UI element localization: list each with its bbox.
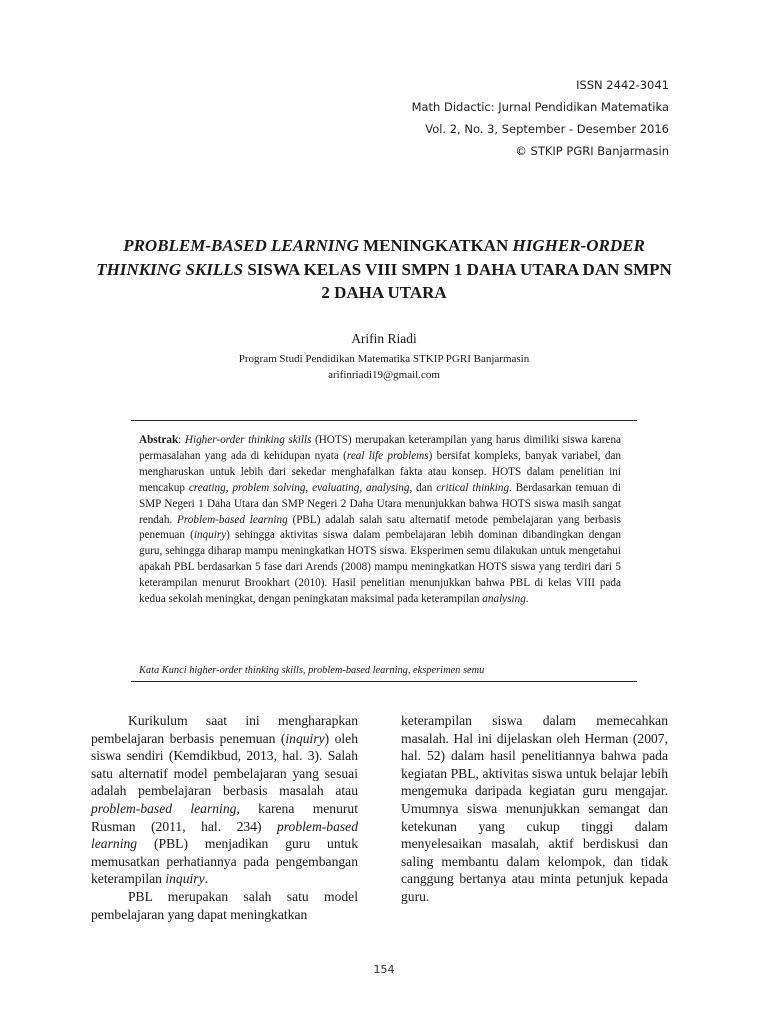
body-paragraph: keterampilan siswa dalam memecahkan masalah. Hal ini dijelaskan oleh Herman (2007, hal. 52) dalam hasil penelitiannya bahwa pada kegiatan PBL, aktivitas siswa untuk belajar lebih mengemuka daripada kegiatan guru mengajar. Umumnya siswa menunjukkan semangat dan ketekunan yang cukup tinggi dalam menyelesaikan masalah, aktif berdiskusi dan saling membantu dalam kelompok, dan tidak canggung bertanya atau minta petunjuk kepada guru. <box>401 713 668 904</box>
abstract-seg: : <box>178 434 185 446</box>
title-text-1: MENINGKATKAN <box>358 236 513 255</box>
keywords: Kata Kunci higher-order thinking skills, problem-based learning, eksperimen semu <box>139 665 485 676</box>
body-emph: inquiry <box>165 871 205 887</box>
journal-header <box>329 74 669 162</box>
abstract-seg: , dan <box>409 481 437 494</box>
abstract-seg: . <box>525 593 529 606</box>
abstract-seg: ) sehingga aktivitas siswa dalam pembelajaran lebih dominan dibandingkan dengan guru, sehingga diharap mampu meningkatkan HOTS siswa. Eksperimen semu dilakukan untuk mengetahui apakah PBL berdasarkan 5 fase dari Arends (2008) mampu meningkatkan HOTS siswa yang terdiri dari 5 keterampilan menurut Brookhart (2010). Hasil penelitian menunjukkan bahwa PBL di kelas VIII pada kedua sekolah meningkat, dengan peningkatan maksimal pada keterampilan <box>139 529 621 606</box>
abstract-emph: critical thinking <box>436 481 510 494</box>
abstract-seg: (PBL) adalah salah satu alternatif metode pembelajaran yang berbasis penemuan ( <box>139 513 621 542</box>
paper-title <box>90 234 678 305</box>
abstract-emph: Higher-order thinking skills <box>184 434 312 446</box>
body-emph: inquiry <box>285 730 325 746</box>
page-number: 154 <box>373 963 395 976</box>
title-text-2: SISWA KELAS VIII SMPN 1 DAHA UTARA DAN SMPN 2 DAHA UTARA <box>243 259 672 302</box>
body-seg: (PBL) menjadikan guru untuk memusatkan perhatiannya pada pengembangan keterampilan <box>91 836 358 887</box>
author-affiliation-block <box>90 351 678 383</box>
abstract-seg: ) bersifat kompleks, banyak variabel, dan mengharuskan untuk lebih dari sekedar menghafalkan fakta atau konsep. HOTS dalam penelitian ini mencakup <box>139 449 622 494</box>
body-paragraph: PBL merupakan salah satu model pembelajaran yang dapat meningkatkan <box>91 888 358 922</box>
body-emph: problem-based learning <box>91 800 237 816</box>
journal-name: Math Didactic: Jurnal Pendidikan Matematika <box>411 100 669 114</box>
abstract-emph: real life problems <box>346 449 429 462</box>
abstract-emph: inquiry <box>193 529 227 542</box>
volume-info: Vol. 2, No. 3, September - Desember 2016 <box>425 122 669 136</box>
body-column-left <box>91 712 358 923</box>
title-italic-hots: HIGHER-ORDER THINKING SKILLS <box>96 236 645 279</box>
abstract-text <box>139 433 621 608</box>
body-seg: ) oleh siswa sendiri (Kemdikbud, 2013, hal. 3). Salah satu alternatif model pembelajaran yang sesuai adalah pembelajaran berbasis masalah atau <box>91 730 358 799</box>
abstract-emph: Problem-based learning <box>177 513 288 526</box>
abstract-emph: creating, problem solving, evaluating, analysing <box>188 481 410 494</box>
issn: ISSN 2442-3041 <box>576 78 669 92</box>
copyright: © STKIP PGRI Banjarmasin <box>515 144 669 158</box>
body-seg: . <box>204 871 209 887</box>
body-emph: problem-based learning <box>91 818 358 852</box>
body-seg: Kurikulum saat ini mengharapkan pembelajaran berbasis penemuan ( <box>91 713 358 746</box>
title-italic-pbl: PROBLEM-BASED LEARNING <box>123 236 359 255</box>
abstract-seg: (HOTS) merupakan keterampilan yang harus dimiliki siswa karena permasalahan yang ada di kehidupan nyata ( <box>139 434 622 462</box>
author-name: Arifin Riadi <box>351 331 417 346</box>
abstract-emph: analysing <box>482 593 526 606</box>
author-affiliation: Program Studi Pendidikan Matematika STKIP PGRI Banjarmasin <box>238 353 530 365</box>
abstract-seg: . Berdasarkan temuan di SMP Negeri 1 Daha Utara dan SMP Negeri 2 Daha Utara menunjukkan bahwa HOTS siswa masih sangat rendah. <box>139 481 621 526</box>
abstract-box <box>131 420 637 682</box>
body-paragraph <box>91 712 358 888</box>
body-seg: , karena menurut Rusman (2011, hal. 234) <box>91 800 358 834</box>
author-email: arifinriadi19@gmail.com <box>328 369 440 381</box>
body-column-right <box>401 712 668 906</box>
abstract-label: Abstrak <box>139 434 179 446</box>
